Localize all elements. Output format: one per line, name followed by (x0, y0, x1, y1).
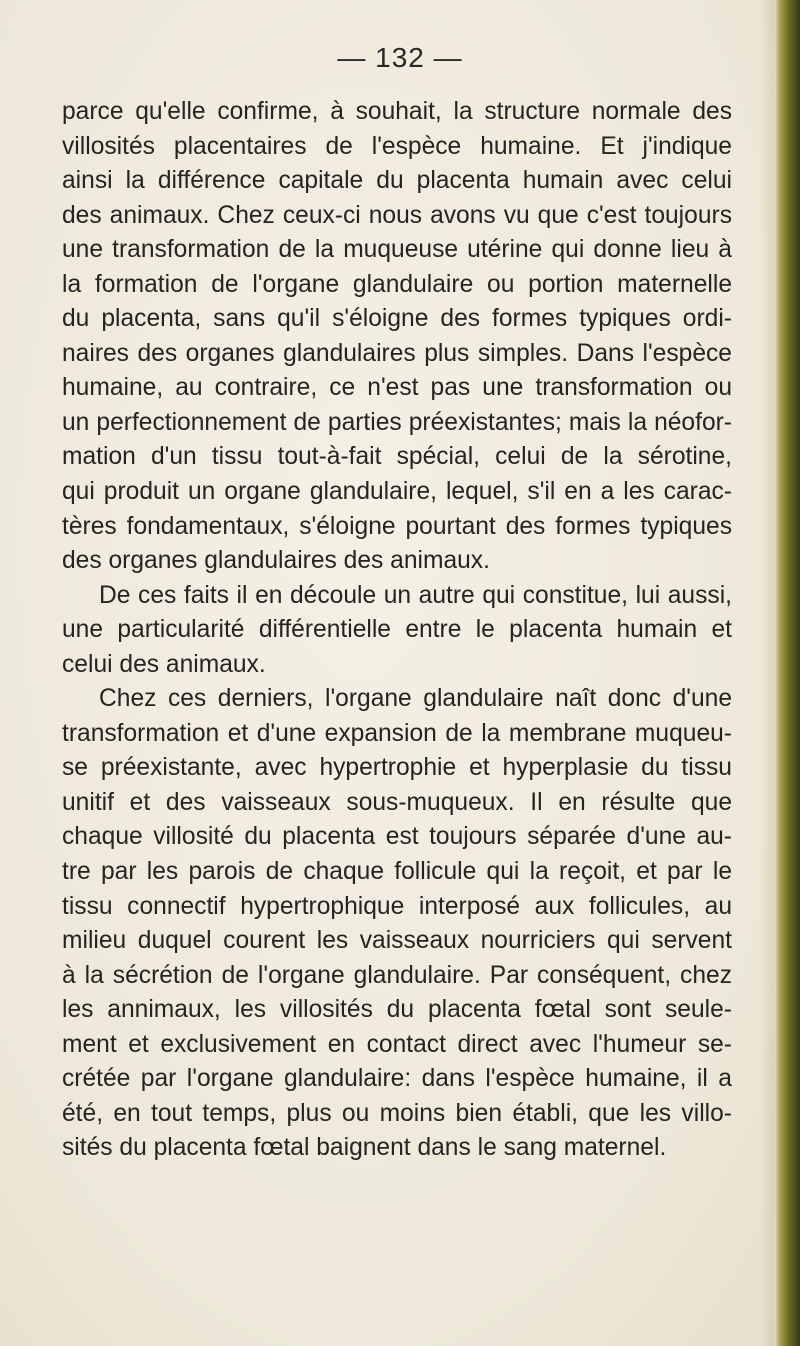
page-edge-shadow (760, 0, 774, 1346)
body-text (62, 95, 732, 1166)
text-line: des organes glandulaires des animaux. (62, 547, 490, 575)
book-binding-edge (774, 0, 800, 1346)
text-line: tre par les parois de chaque follicule qui la reçoit, et par le (62, 858, 732, 886)
text-line: se préexistante, avec hypertrophie et hyperplasie du tissu (62, 754, 732, 782)
text-line: tères fondamentaux, s'éloigne pourtant des formes typiques (62, 512, 732, 540)
text-line: à la sécrétion de l'organe glandulaire. Par conséquent, chez (62, 961, 732, 989)
text-line: une particularité différentielle entre le placenta humain et (62, 616, 732, 644)
text-line: les annimaux, les villosités du placenta fœtal sont seule- (62, 996, 732, 1024)
page-number: — 132 — (337, 42, 463, 73)
text-line: transformation et d'une expansion de la membrane muqueu- (62, 719, 732, 747)
text-line: chaque villosité du placenta est toujours séparée d'une au- (62, 823, 732, 851)
text-line: mation d'un tissu tout-à-fait spécial, celui de la sérotine, (62, 443, 732, 471)
text-line: unitif et des vaisseaux sous-muqueux. Il en résulte que (62, 788, 732, 816)
text-line: sités du placenta fœtal baignent dans le sang maternel. (62, 1134, 667, 1162)
text-line: une transformation de la muqueuse utérine qui donne lieu à (62, 236, 732, 264)
text-line: ainsi la différence capitale du placenta humain avec celui (62, 167, 732, 195)
text-line: la formation de l'organe glandulaire ou portion maternelle (62, 270, 732, 298)
text-line: du placenta, sans qu'il s'éloigne des formes typiques ordi- (62, 305, 732, 333)
text-line: des animaux. Chez ceux-ci nous avons vu que c'est toujours (62, 201, 732, 229)
text-line: crétée par l'organe glandulaire: dans l'espèce humaine, il a (62, 1065, 732, 1093)
text-line: été, en tout temps, plus ou moins bien établi, que les villo- (62, 1099, 732, 1127)
text-line: qui produit un organe glandulaire, lequel, s'il en a les carac- (62, 478, 732, 506)
text-line: humaine, au contraire, ce n'est pas une transformation ou (62, 374, 732, 402)
text-line: milieu duquel courent les vaisseaux nourriciers qui servent (62, 927, 732, 955)
text-line: villosités placentaires de l'espèce humaine. Et j'indique (62, 132, 732, 160)
text-line: naires des organes glandulaires plus simples. Dans l'espèce (62, 339, 732, 367)
paragraph-start-line: De ces faits il en découle un autre qui constitue, lui aussi, (99, 581, 732, 609)
text-line: ment et exclusivement en contact direct avec l'humeur se- (62, 1030, 732, 1058)
text-line: celui des animaux. (62, 650, 266, 678)
text-line: tissu connectif hypertrophique interposé aux follicules, au (62, 892, 732, 920)
paragraph-start-line: Chez ces derniers, l'organe glandulaire naît donc d'une (99, 685, 732, 713)
text-line: parce qu'elle confirme, à souhait, la structure normale des (62, 98, 732, 125)
text-line: un perfectionnement de parties préexistantes; mais la néofor- (62, 408, 732, 436)
